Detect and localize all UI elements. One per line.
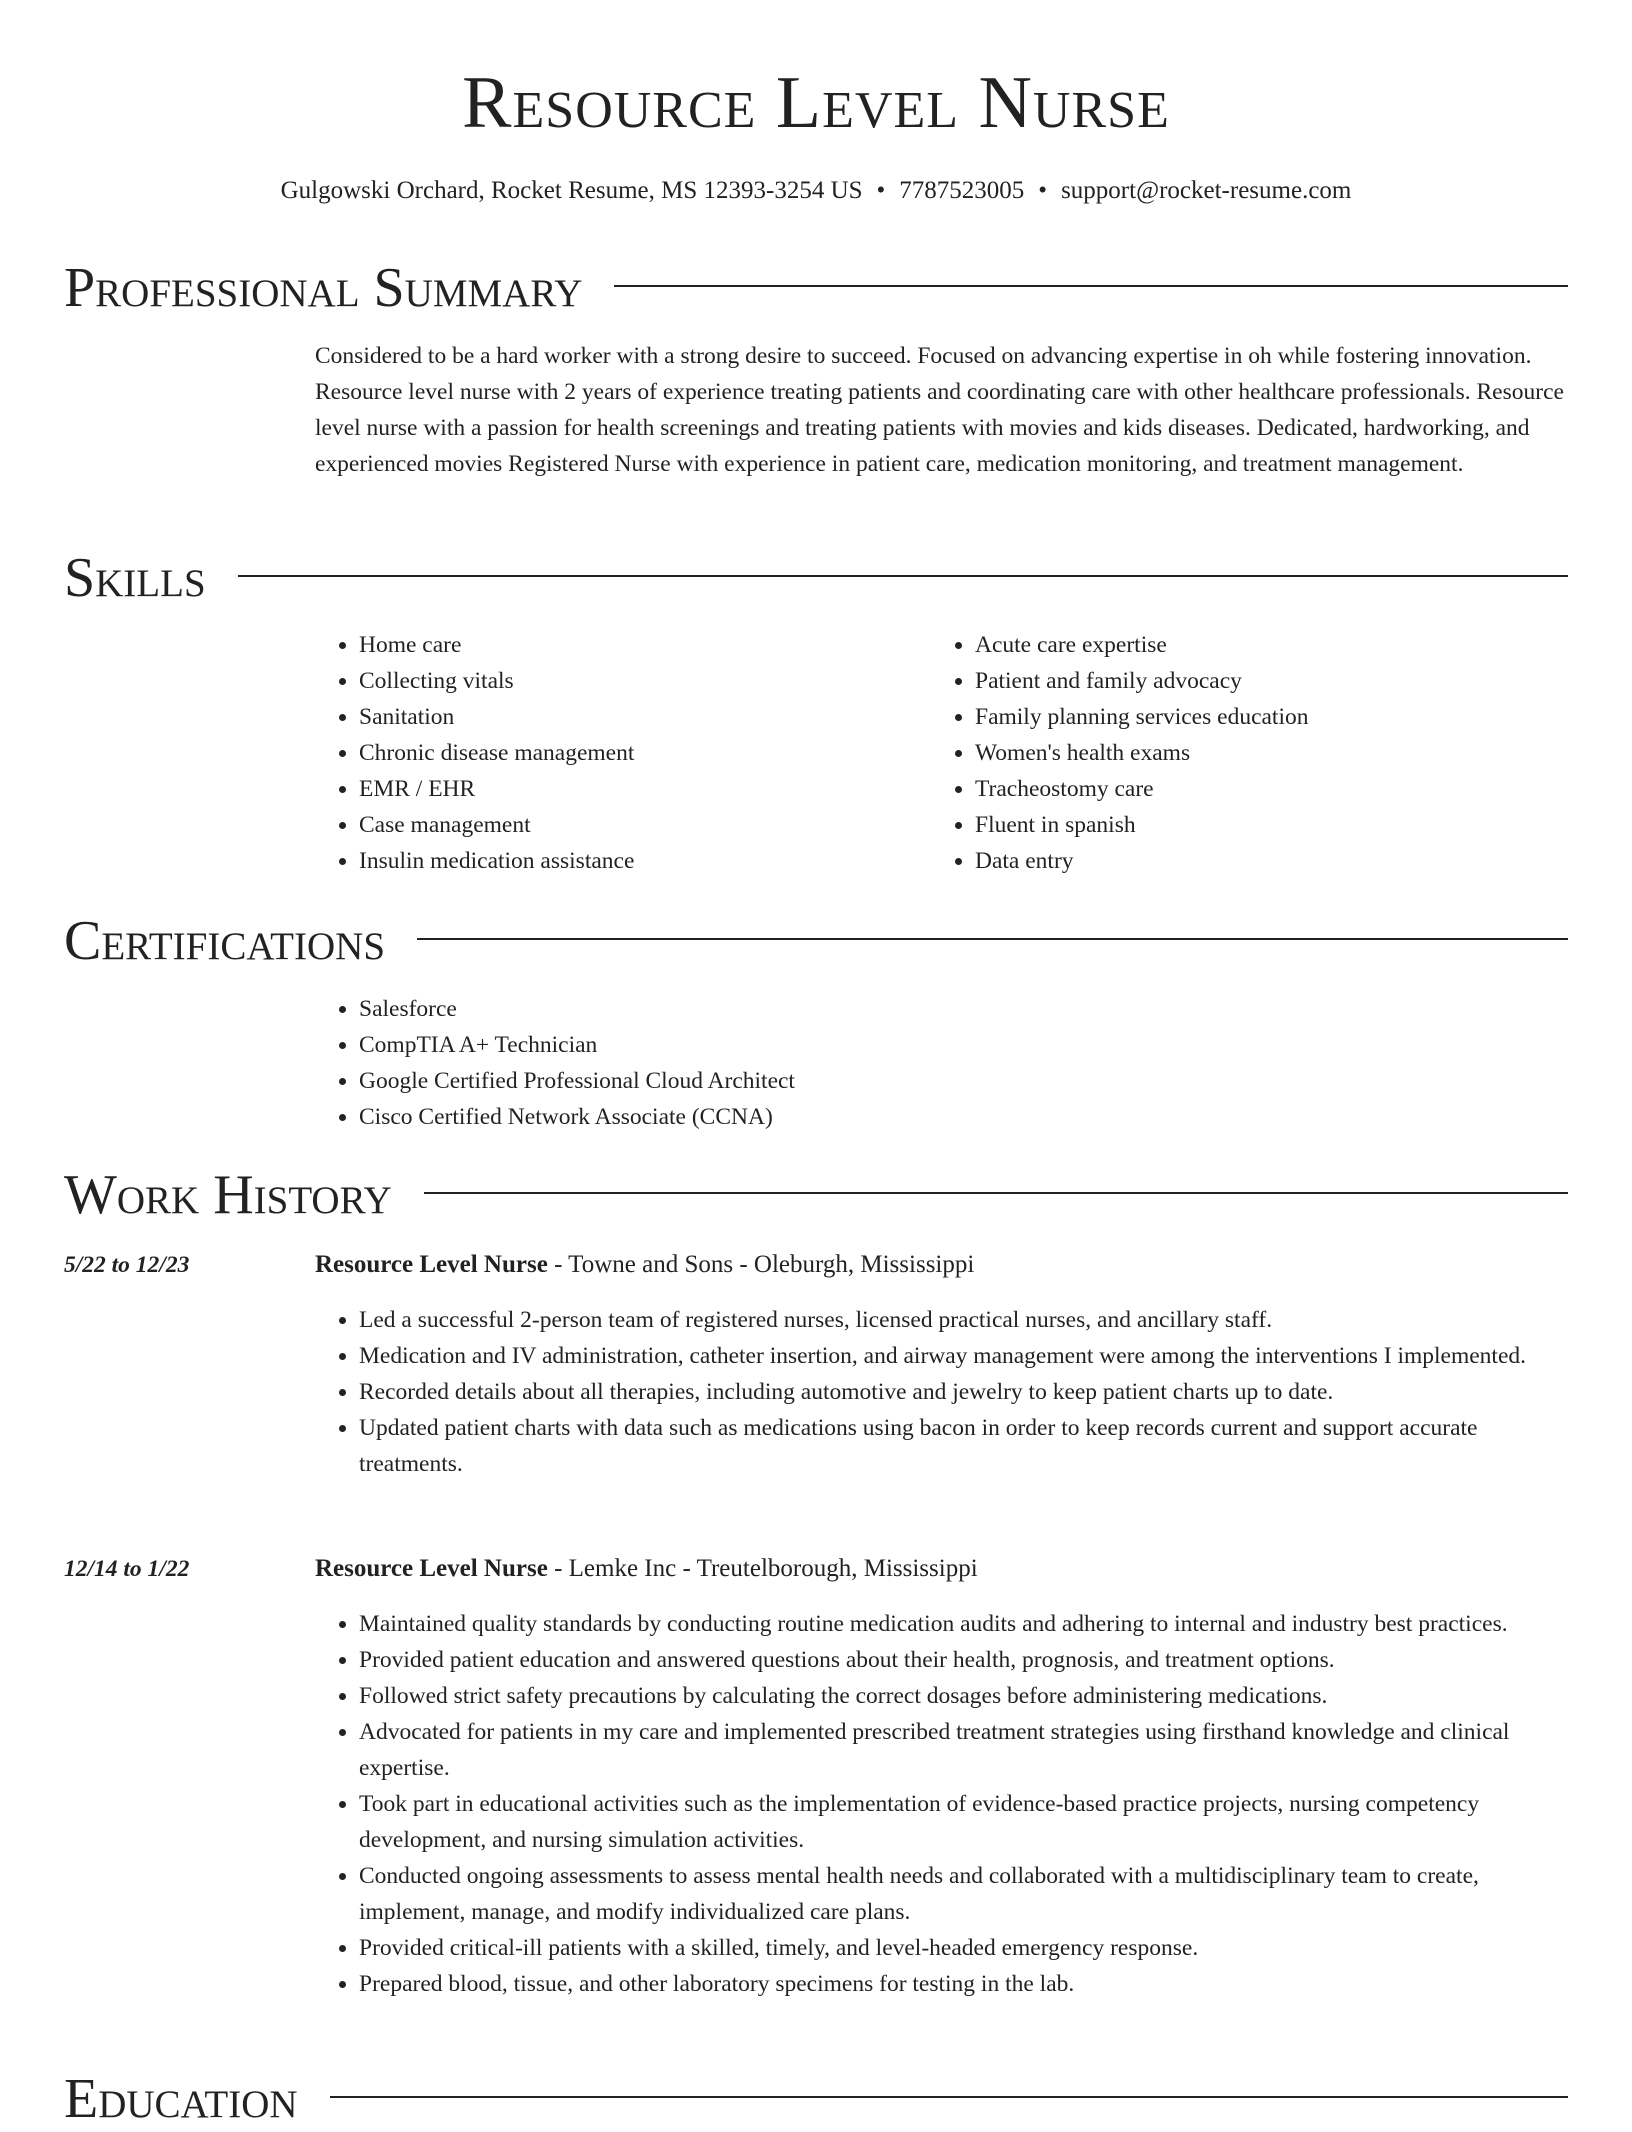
- job-company: - Lemke Inc - Treutelborough, Mississippi: [547, 1555, 978, 1582]
- job-bullet: • Recorded details about all therapies, including automotive and jewelry to keep patient charts up to date.: [359, 1374, 1568, 1410]
- certification-item: • CompTIA A+ Technician: [359, 1027, 1568, 1063]
- work-section-header: [64, 1162, 1568, 1228]
- skill-item: • Sanitation: [359, 699, 931, 735]
- skill-item: • Home care: [359, 627, 931, 663]
- certifications-list: [315, 991, 1568, 1135]
- job-bullet: • Prepared blood, tissue, and other laboratory specimens for testing in the lab.: [359, 1966, 1568, 2002]
- skill-item: • Patient and family advocacy: [975, 663, 1547, 699]
- section-divider: [614, 285, 1568, 287]
- section-divider: [424, 1192, 1568, 1194]
- skills-column-right: [931, 627, 1547, 879]
- skill-item: • Tracheostomy care: [975, 771, 1547, 807]
- section-title-certifications: Certifications: [64, 910, 386, 972]
- job-heading: [315, 1551, 1568, 1587]
- contact-address: Gulgowski Orchard, Rocket Resume, MS 12393-3254 US: [280, 177, 863, 204]
- skill-item: • Case management: [359, 807, 931, 843]
- skill-item: • Women's health exams: [975, 735, 1547, 771]
- skills-column-left: [315, 627, 931, 879]
- skill-item: • Collecting vitals: [359, 663, 931, 699]
- job-title: Resource Level Nurse: [315, 1251, 548, 1278]
- skill-item: • Data entry: [975, 843, 1547, 879]
- section-title-skills: Skills: [64, 547, 206, 609]
- skill-item: • Chronic disease management: [359, 735, 931, 771]
- job-dates: 12/14 to 1/22: [64, 1556, 190, 1582]
- section-title-work: Work History: [64, 1164, 392, 1226]
- job-bullet: • Maintained quality standards by conducting routine medication audits and adhering to internal and industry best practices.: [359, 1606, 1568, 1642]
- job-bullets: [315, 1302, 1568, 1482]
- certifications-section-header: [64, 908, 1568, 974]
- job-bullet: • Provided patient education and answered questions about their health, prognosis, and treatment options.: [359, 1642, 1568, 1678]
- contact-separator: •: [1038, 177, 1048, 204]
- skills-columns: [315, 627, 1568, 879]
- job-title: Resource Level Nurse: [315, 1555, 548, 1582]
- summary-section-header: [64, 255, 1568, 321]
- job-bullet: • Updated patient charts with data such as medications using bacon in order to keep records current and support accurate treatments.: [359, 1410, 1568, 1482]
- education-section-header: [64, 2066, 1568, 2132]
- job-bullet: • Advocated for patients in my care and implemented prescribed treatment strategies using firsthand knowledge and clinical expertise.: [359, 1714, 1568, 1786]
- skill-item: • EMR / EHR: [359, 771, 931, 807]
- section-title-education: Education: [64, 2068, 298, 2130]
- contact-phone: 7787523005: [899, 177, 1025, 204]
- job-bullet: • Followed strict safety precautions by calculating the correct dosages before administering medications.: [359, 1678, 1568, 1714]
- job-bullet: • Provided critical-ill patients with a skilled, timely, and level-headed emergency response.: [359, 1930, 1568, 1966]
- contact-email: support@rocket-resume.com: [1061, 177, 1352, 204]
- summary-text: Considered to be a hard worker with a strong desire to succeed. Focused on advancing expertise in oh while fostering innovation. Resource level nurse with 2 years of experience treating patients and coordinating care with other healthcare professionals. Resource level nurse with a passion for health screenings and treating patients with movies and kids diseases. Dedicated, hardworking, and experienced movies Registered Nurse with experience in patient care, medication monitoring, and treatment management.: [315, 343, 1564, 477]
- job-bullets: [315, 1606, 1568, 2002]
- job-bullet: • Took part in educational activities such as the implementation of evidence-based practice projects, nursing competency development, and nursing simulation activities.: [359, 1786, 1568, 1858]
- job-bullet: • Conducted ongoing assessments to assess mental health needs and collaborated with a multidisciplinary team to create, implement, manage, and modify individualized care plans.: [359, 1858, 1568, 1930]
- skill-item: • Insulin medication assistance: [359, 843, 931, 879]
- certification-item: • Google Certified Professional Cloud Architect: [359, 1063, 1568, 1099]
- job-company: - Towne and Sons - Oleburgh, Mississippi: [547, 1251, 975, 1278]
- contact-line: [0, 174, 1632, 208]
- contact-separator: •: [876, 177, 886, 204]
- skill-item: • Acute care expertise: [975, 627, 1547, 663]
- resume-name: Resource Level Nurse: [462, 62, 1170, 144]
- section-divider: [417, 938, 1568, 940]
- section-divider: [330, 2096, 1568, 2098]
- job-heading: [315, 1247, 1568, 1283]
- section-title-summary: Professional Summary: [64, 257, 583, 319]
- job-bullet: • Led a successful 2-person team of registered nurses, licensed practical nurses, and ancillary staff.: [359, 1302, 1568, 1338]
- skill-item: • Fluent in spanish: [975, 807, 1547, 843]
- job-dates: 5/22 to 12/23: [64, 1252, 190, 1278]
- job-bullet: • Medication and IV administration, catheter insertion, and airway management were among the interventions I implemented.: [359, 1338, 1568, 1374]
- skill-item: • Family planning services education: [975, 699, 1547, 735]
- section-divider: [238, 575, 1568, 577]
- certification-item: • Salesforce: [359, 991, 1568, 1027]
- certification-item: • Cisco Certified Network Associate (CCNA): [359, 1099, 1568, 1135]
- skills-section-header: [64, 545, 1568, 611]
